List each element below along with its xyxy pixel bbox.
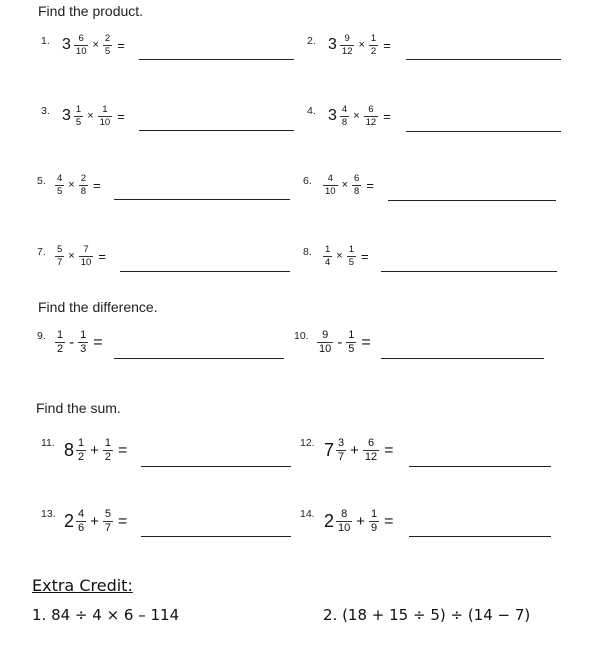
denominator: 7 xyxy=(338,451,345,463)
problem-7-expression xyxy=(54,245,106,267)
fraction xyxy=(324,245,331,267)
problem-5-expression xyxy=(54,174,101,196)
numerator: 1 xyxy=(78,437,85,449)
denominator: 8 xyxy=(341,116,348,128)
denominator: 6 xyxy=(78,522,85,534)
numerator: 3 xyxy=(338,437,345,449)
denominator: 3 xyxy=(80,343,87,355)
fraction xyxy=(80,245,93,267)
denominator: 2 xyxy=(104,451,112,463)
extra-credit-item-1: 1. 84 ÷ 4 × 6 – 114 xyxy=(32,606,180,624)
numerator: 1 xyxy=(104,437,112,449)
whole-number: 3 xyxy=(62,36,71,53)
fraction xyxy=(75,34,88,56)
operator: × xyxy=(92,39,99,51)
answer-line[interactable] xyxy=(114,199,290,200)
problem-number: 7. xyxy=(37,246,46,258)
answer-line[interactable] xyxy=(139,59,294,60)
whole-number: 2 xyxy=(324,511,335,531)
fraction xyxy=(337,509,351,534)
answer-line[interactable] xyxy=(114,358,284,359)
fraction xyxy=(365,105,378,127)
fraction xyxy=(324,174,337,196)
numerator: 1 xyxy=(75,104,82,115)
problem-1-expression xyxy=(62,34,125,56)
equals-sign: = xyxy=(93,177,101,193)
fraction xyxy=(104,34,111,56)
problem-3-expression xyxy=(62,105,125,127)
answer-line[interactable] xyxy=(388,200,556,201)
equals-sign: = xyxy=(117,37,125,53)
problem-number: 12. xyxy=(300,437,315,449)
whole-number: 3 xyxy=(328,107,337,124)
numerator: 5 xyxy=(104,508,112,520)
section-heading-sum: Find the sum. xyxy=(36,400,121,416)
equals-sign: = xyxy=(361,248,369,264)
numerator: 2 xyxy=(104,33,111,44)
problem-10-expression xyxy=(316,330,371,355)
denominator: 4 xyxy=(325,256,331,268)
denominator: 5 xyxy=(348,343,355,355)
fraction xyxy=(370,34,377,56)
fraction xyxy=(364,438,378,463)
problem-number: 2. xyxy=(307,35,316,47)
problem-13-expression xyxy=(64,509,127,534)
answer-line[interactable] xyxy=(120,271,290,272)
fraction xyxy=(56,174,63,196)
problem-number: 1. xyxy=(41,35,50,47)
denominator: 10 xyxy=(338,522,351,534)
answer-line[interactable] xyxy=(409,466,551,467)
fraction xyxy=(77,509,85,534)
whole-number: 3 xyxy=(62,107,71,124)
answer-line[interactable] xyxy=(381,271,557,272)
fraction xyxy=(56,330,64,355)
denominator: 10 xyxy=(75,45,87,57)
denominator: 5 xyxy=(57,185,63,197)
denominator: 9 xyxy=(371,522,378,534)
denominator: 12 xyxy=(341,45,353,57)
denominator: 8 xyxy=(354,185,360,197)
operator: × xyxy=(336,250,343,262)
denominator: 7 xyxy=(104,522,112,534)
problem-number: 4. xyxy=(307,105,316,117)
denominator: 7 xyxy=(57,256,63,268)
numerator: 9 xyxy=(322,329,329,341)
problem-number: 6. xyxy=(303,175,312,187)
problem-11-expression xyxy=(64,438,127,463)
denominator: 10 xyxy=(325,185,336,197)
whole-number: 3 xyxy=(328,36,337,53)
denominator: 12 xyxy=(365,116,377,128)
extra-credit-title: Extra Credit: xyxy=(32,576,133,595)
denominator: 10 xyxy=(99,116,111,128)
numerator: 6 xyxy=(367,437,375,449)
operator: × xyxy=(87,110,94,122)
equals-sign: = xyxy=(366,177,374,193)
operator: + xyxy=(350,442,359,459)
problem-number: 8. xyxy=(303,246,312,258)
section-heading-product: Find the product. xyxy=(38,3,144,19)
problem-number: 3. xyxy=(41,105,50,117)
fraction xyxy=(337,438,345,463)
fraction xyxy=(348,245,355,267)
equals-sign: = xyxy=(93,333,103,351)
fraction xyxy=(341,34,354,56)
numerator: 1 xyxy=(102,104,108,115)
numerator: 1 xyxy=(348,329,355,341)
problem-number: 10. xyxy=(294,330,309,342)
numerator: 6 xyxy=(354,173,360,184)
denominator: 10 xyxy=(319,343,332,355)
equals-sign: = xyxy=(384,441,394,459)
denominator: 12 xyxy=(364,451,378,463)
numerator: 6 xyxy=(368,104,374,115)
numerator: 1 xyxy=(348,244,355,255)
equals-sign: = xyxy=(118,441,128,459)
denominator: 8 xyxy=(80,185,87,197)
numerator: 1 xyxy=(370,33,377,44)
denominator: 2 xyxy=(57,343,64,355)
fraction xyxy=(77,438,85,463)
problem-8-expression xyxy=(322,245,369,267)
equals-sign: = xyxy=(118,512,128,530)
answer-line[interactable] xyxy=(139,130,294,131)
numerator: 4 xyxy=(57,173,63,184)
problem-12-expression xyxy=(324,438,394,463)
whole-number: 2 xyxy=(64,511,75,531)
section-heading-difference: Find the difference. xyxy=(38,299,158,315)
problem-number: 11. xyxy=(41,437,55,449)
answer-line[interactable] xyxy=(406,59,561,60)
problem-number: 5. xyxy=(37,175,46,187)
equals-sign: = xyxy=(384,512,394,530)
numerator: 1 xyxy=(325,244,331,255)
numerator: 9 xyxy=(344,33,350,44)
answer-line[interactable] xyxy=(381,358,544,359)
problem-14-expression xyxy=(324,509,394,534)
fraction xyxy=(370,509,378,534)
denominator: 2 xyxy=(78,451,85,463)
problem-number: 9. xyxy=(37,330,46,342)
answer-line[interactable] xyxy=(141,536,291,537)
problem-2-expression xyxy=(328,34,391,56)
extra-credit-item-2: 2. (18 + 15 ÷ 5) ÷ (14 − 7) xyxy=(323,606,531,624)
equals-sign: = xyxy=(117,108,125,124)
numerator: 5 xyxy=(57,244,63,255)
operator: × xyxy=(353,110,360,122)
numerator: 4 xyxy=(327,173,333,184)
fraction xyxy=(75,105,82,127)
problem-number: 14. xyxy=(300,508,315,520)
operator: × xyxy=(358,39,365,51)
operator: × xyxy=(341,179,349,191)
numerator: 1 xyxy=(57,329,64,341)
operator: × xyxy=(68,250,75,262)
problem-4-expression xyxy=(328,105,391,127)
fraction xyxy=(347,330,355,355)
denominator: 5 xyxy=(348,256,355,268)
fraction xyxy=(79,330,87,355)
denominator: 5 xyxy=(75,116,82,128)
problem-6-expression xyxy=(322,174,374,196)
equals-sign: = xyxy=(361,333,371,351)
numerator: 6 xyxy=(78,33,84,44)
numerator: 4 xyxy=(341,104,348,115)
operator: × xyxy=(68,179,75,191)
fraction xyxy=(318,330,332,355)
fraction xyxy=(80,174,87,196)
problem-9-expression xyxy=(54,330,103,355)
operator: - xyxy=(337,334,343,351)
numerator: 8 xyxy=(341,508,348,520)
numerator: 1 xyxy=(80,329,87,341)
problem-number: 13. xyxy=(41,508,56,520)
answer-line[interactable] xyxy=(409,536,551,537)
fraction xyxy=(99,105,112,127)
numerator: 7 xyxy=(83,244,89,255)
whole-number: 8 xyxy=(64,440,75,460)
fraction xyxy=(104,438,112,463)
answer-line[interactable] xyxy=(141,466,291,467)
whole-number: 7 xyxy=(324,440,335,460)
operator: + xyxy=(90,513,99,530)
fraction xyxy=(56,245,63,267)
operator: + xyxy=(356,513,366,530)
equals-sign: = xyxy=(98,248,106,264)
operator: - xyxy=(69,334,75,351)
answer-line[interactable] xyxy=(406,131,561,132)
denominator: 10 xyxy=(80,256,92,268)
fraction xyxy=(104,509,112,534)
numerator: 4 xyxy=(78,508,85,520)
numerator: 2 xyxy=(80,173,87,184)
equals-sign: = xyxy=(383,37,391,53)
numerator: 1 xyxy=(371,508,378,520)
denominator: 5 xyxy=(104,45,111,57)
fraction xyxy=(341,105,348,127)
denominator: 2 xyxy=(370,45,377,57)
fraction xyxy=(353,174,360,196)
operator: + xyxy=(90,442,99,459)
equals-sign: = xyxy=(383,108,391,124)
